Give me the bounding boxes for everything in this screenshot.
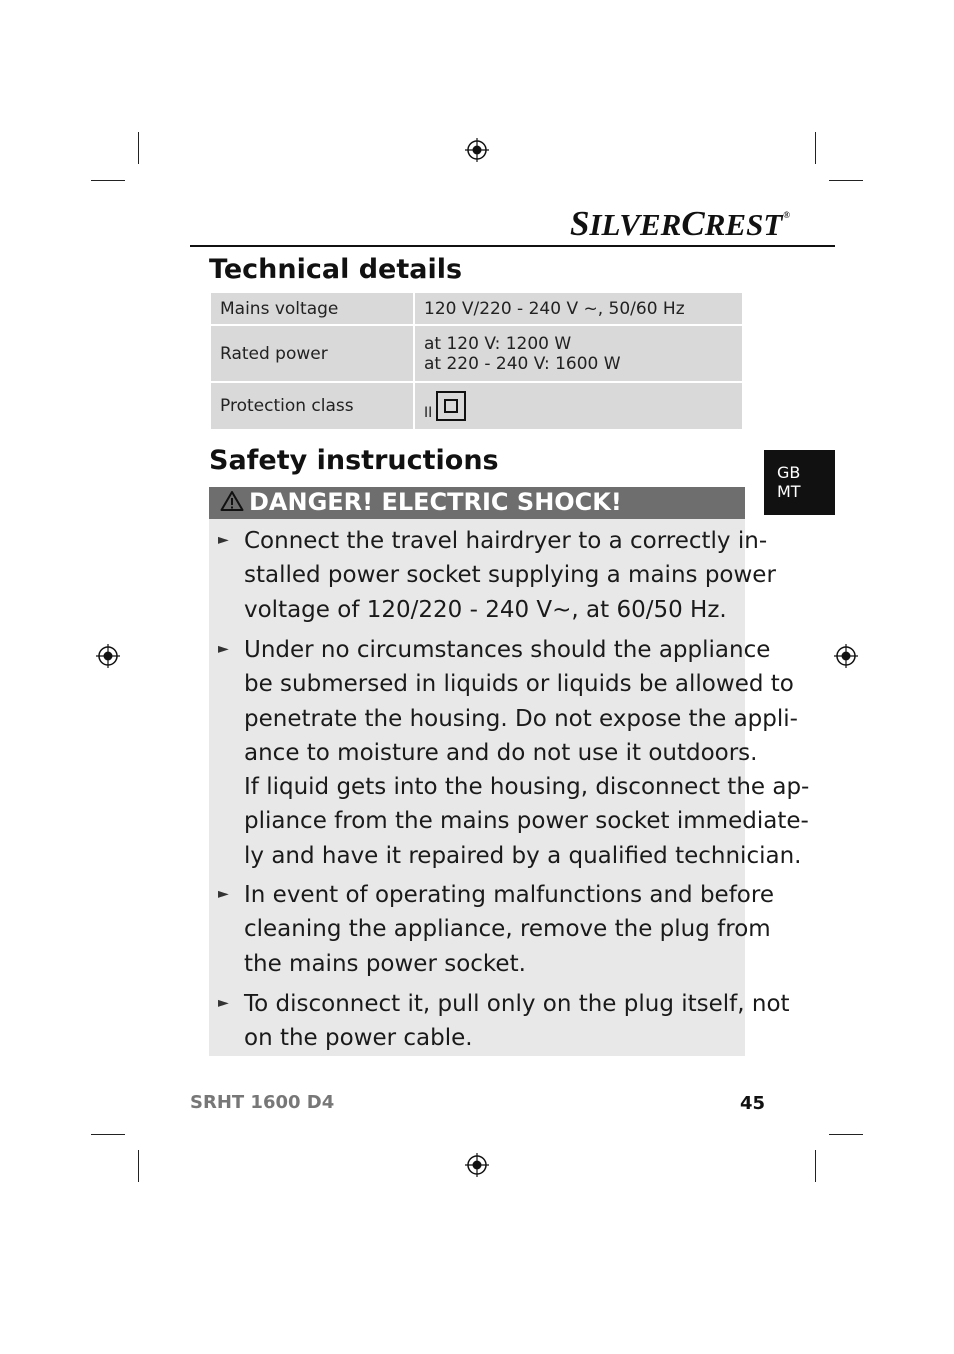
spec-value bbox=[415, 326, 742, 381]
crop-mark bbox=[91, 1134, 125, 1135]
page-number: 45 bbox=[740, 1093, 766, 1114]
list-item: In event of operating malfunctions and before cleaning the appliance, remove the plug from the mains power socket. bbox=[244, 882, 774, 977]
bullet-arrow-icon: ► bbox=[218, 886, 229, 902]
table-row bbox=[211, 326, 742, 381]
crop-mark bbox=[138, 1150, 139, 1182]
list-item: Connect the travel hairdryer to a correctly in- stalled power socket supplying a mains power voltage of 120/220 - 240 V~, at 60/50 Hz. bbox=[244, 528, 776, 623]
language-tab bbox=[764, 450, 835, 515]
spec-value-line: at 120 V: 1200 W bbox=[424, 333, 572, 354]
footer-model-number: SRHT 1600 D4 bbox=[190, 1092, 335, 1113]
brand-logo: SILVERCREST® bbox=[570, 204, 790, 243]
bullet-arrow-icon: ► bbox=[218, 641, 229, 657]
crop-mark bbox=[829, 180, 863, 181]
crop-mark bbox=[138, 132, 139, 164]
protection-class-ii-icon bbox=[436, 391, 466, 421]
table-row bbox=[211, 293, 742, 324]
bullet-arrow-icon: ► bbox=[218, 995, 229, 1011]
technical-details-heading: Technical details bbox=[209, 254, 463, 285]
language-code: GB bbox=[777, 463, 801, 482]
spec-label: Protection class bbox=[211, 383, 413, 429]
list-item: Under no circumstances should the appliance be submersed in liquids or liquids be allowed to penetrate the housing. Do not expose the appli- ance to moisture and do not use it outdoors. If liquid gets into the housing, disconnect the ap- pliance from the mains power socket immediate- ly and have it repaired by a qualified technician. bbox=[244, 637, 810, 869]
crop-mark bbox=[829, 1134, 863, 1135]
crop-mark bbox=[815, 132, 816, 164]
registration-mark-icon bbox=[95, 643, 121, 669]
protection-class-text: II bbox=[424, 405, 433, 421]
danger-heading: DANGER! ELECTRIC SHOCK! bbox=[249, 488, 622, 516]
spec-value: 120 V/220 - 240 V ~, 50/60 Hz bbox=[415, 293, 742, 324]
spec-value-line: at 220 - 240 V: 1600 W bbox=[424, 353, 621, 374]
registration-mark-icon bbox=[464, 137, 490, 163]
language-code: MT bbox=[777, 482, 801, 501]
list-item: To disconnect it, pull only on the plug itself, not on the power cable. bbox=[244, 991, 790, 1052]
spec-label: Mains voltage bbox=[211, 293, 413, 324]
registration-mark-icon bbox=[464, 1152, 490, 1178]
registration-mark-icon bbox=[833, 643, 859, 669]
technical-details-table bbox=[209, 291, 744, 431]
crop-mark bbox=[815, 1150, 816, 1182]
safety-instructions-heading: Safety instructions bbox=[209, 445, 499, 476]
spec-label: Rated power bbox=[211, 326, 413, 381]
crop-mark bbox=[91, 180, 125, 181]
warning-triangle-icon bbox=[220, 490, 244, 512]
bullet-arrow-icon: ► bbox=[218, 532, 229, 548]
header-rule bbox=[190, 245, 835, 247]
table-row bbox=[211, 383, 742, 429]
spec-value bbox=[415, 383, 742, 429]
